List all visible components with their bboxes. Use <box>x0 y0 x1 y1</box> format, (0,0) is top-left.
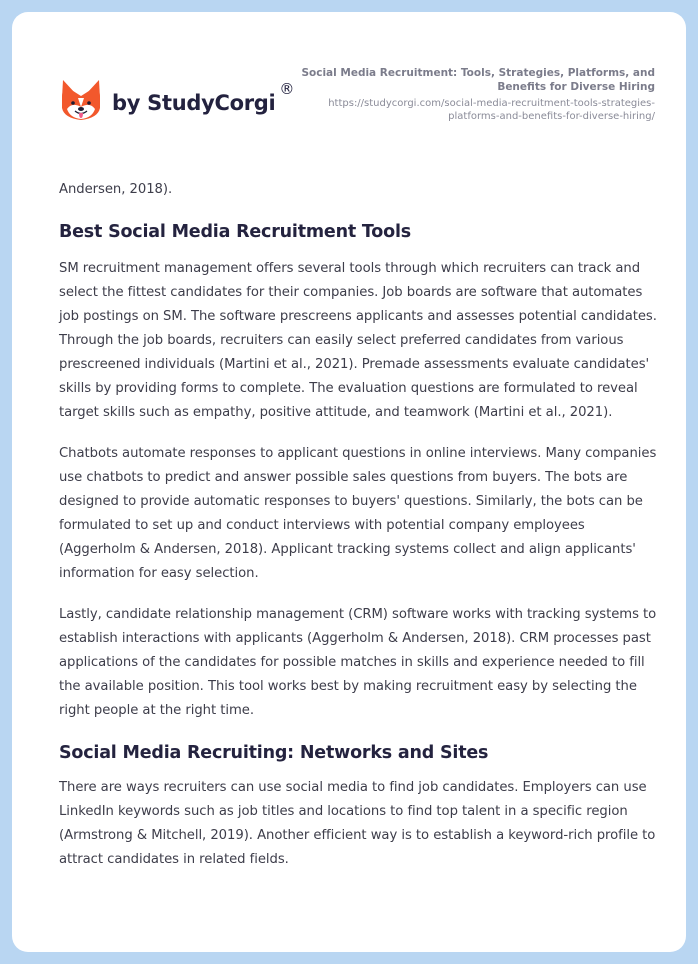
paragraph: SM recruitment management offers several tools through which recruiters can track and select the fittest candidates for their companies. Job boards are software that automates job postings on SM. The software prescreens applicants and assesses potential candidates. Through the job boards, recruiters can easily select preferred candidates from various prescreened individuals (Martini et al., 2021). Premade assessments evaluate candidates' skills by providing forms to complete. The evaluation questions are formulated to reveal target skills such as empathy, positive attitude, and teamwork (Martini et al., 2021). <box>59 261 657 420</box>
studycorgi-logo[interactable] <box>60 76 294 122</box>
registered-mark: ® <box>279 80 295 98</box>
paragraph: Chatbots automate responses to applicant questions in online interviews. Many companies use chatbots to predict and answer possible sales questions from buyers. The bots are designed to provide automatic responses to buyers' questions. Similarly, the bots can be formulated to set up and conduct interviews with potential company employees (Aggerholm & Andersen, 2018). Applicant tracking systems collect and align applicants' information for easy selection. <box>59 446 657 581</box>
lead-fragment: Andersen, 2018). <box>59 182 173 197</box>
page-header <box>12 12 686 162</box>
paragraph: Lastly, candidate relationship management (CRM) software works with tracking systems to establish interactions with applicants (Aggerholm & Andersen, 2018). CRM processes past applications of the candidates for possible matches in skills and experience needed to fill the available position. This tool works best by making recruitment easy by selecting the right people at the right time. <box>59 607 657 718</box>
document-meta <box>295 66 655 123</box>
corgi-icon <box>60 76 102 122</box>
article-body <box>59 178 659 872</box>
paragraph: There are ways recruiters can use social media to find job candidates. Employers can use LinkedIn keywords such as job titles and locations to find top talent in a specific region (Armstrong & Mitchell, 2019). Another efficient way is to establish a keyword-rich profile to attract candidates in related fields. <box>59 780 656 867</box>
document-url[interactable]: https://studycorgi.com/social-media-recruitment-tools-strategies-platforms-and-benefits-for-diverse-hiring/ <box>328 98 655 122</box>
section-heading: Best Social Media Recruitment Tools <box>59 222 411 242</box>
logo-text: by StudyCorgi <box>112 91 276 115</box>
document-card <box>12 12 686 952</box>
document-title: Social Media Recruitment: Tools, Strategies, Platforms, and Benefits for Diverse Hiring <box>301 67 655 93</box>
section-heading: Social Media Recruiting: Networks and Sites <box>59 743 489 763</box>
